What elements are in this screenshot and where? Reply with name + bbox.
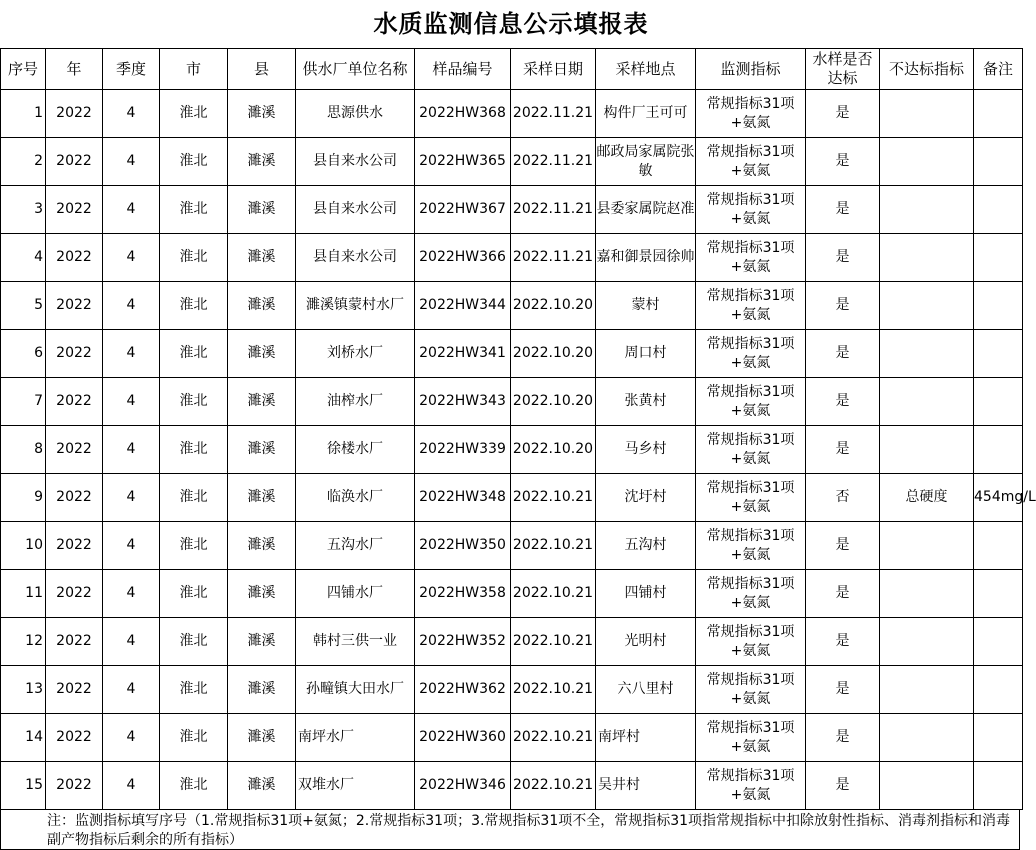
cell-date: 2022.10.21: [511, 618, 596, 666]
cell-city: 淮北: [160, 330, 228, 378]
header-date: 采样日期: [511, 49, 596, 90]
cell-city: 淮北: [160, 762, 228, 810]
header-county: 县: [228, 49, 296, 90]
cell-year: 2022: [46, 474, 103, 522]
cell-location: 六八里村: [596, 666, 696, 714]
cell-county: 濉溪: [228, 90, 296, 138]
cell-county: 濉溪: [228, 330, 296, 378]
cell-indicator: 常规指标31项+氨氮: [696, 90, 806, 138]
header-row: [1, 49, 1023, 90]
cell-compliant: 是: [806, 762, 880, 810]
cell-indicator: 常规指标31项+氨氮: [696, 378, 806, 426]
table-row: [1, 234, 1023, 282]
cell-quarter: 4: [103, 282, 160, 330]
cell-compliant: 是: [806, 138, 880, 186]
cell-seq: 8: [1, 426, 46, 474]
cell-indicator: 常规指标31项+氨氮: [696, 522, 806, 570]
cell-county: 濉溪: [228, 234, 296, 282]
cell-compliant: 是: [806, 570, 880, 618]
cell-failed: [880, 618, 974, 666]
cell-seq: 7: [1, 378, 46, 426]
cell-seq: 6: [1, 330, 46, 378]
cell-quarter: 4: [103, 474, 160, 522]
cell-year: 2022: [46, 378, 103, 426]
cell-sample-no: 2022HW360: [415, 714, 511, 762]
cell-seq: 3: [1, 186, 46, 234]
table-row: [1, 90, 1023, 138]
cell-location: 南坪村: [596, 714, 696, 762]
cell-sample-no: 2022HW362: [415, 666, 511, 714]
cell-year: 2022: [46, 762, 103, 810]
cell-seq: 12: [1, 618, 46, 666]
cell-sample-no: 2022HW352: [415, 618, 511, 666]
cell-location: 嘉和御景园徐帅: [596, 234, 696, 282]
cell-county: 濉溪: [228, 522, 296, 570]
table-row: [1, 330, 1023, 378]
cell-failed: [880, 234, 974, 282]
cell-county: 濉溪: [228, 618, 296, 666]
cell-quarter: 4: [103, 618, 160, 666]
cell-quarter: 4: [103, 378, 160, 426]
cell-indicator: 常规指标31项+氨氮: [696, 666, 806, 714]
cell-city: 淮北: [160, 138, 228, 186]
header-city: 市: [160, 49, 228, 90]
cell-failed: [880, 714, 974, 762]
cell-supplier: 双堆水厂: [296, 762, 415, 810]
cell-city: 淮北: [160, 90, 228, 138]
table-row: [1, 666, 1023, 714]
header-compliant: 水样是否达标: [806, 49, 880, 90]
cell-remark: [974, 378, 1023, 426]
cell-county: 濉溪: [228, 426, 296, 474]
cell-sample-no: 2022HW348: [415, 474, 511, 522]
cell-compliant: 是: [806, 378, 880, 426]
cell-date: 2022.10.21: [511, 570, 596, 618]
table-row: [1, 378, 1023, 426]
cell-sample-no: 2022HW341: [415, 330, 511, 378]
header-location: 采样地点: [596, 49, 696, 90]
cell-seq: 2: [1, 138, 46, 186]
cell-location: 构件厂王可可: [596, 90, 696, 138]
cell-city: 淮北: [160, 618, 228, 666]
cell-date: 2022.10.21: [511, 666, 596, 714]
cell-remark: [974, 570, 1023, 618]
cell-compliant: 是: [806, 426, 880, 474]
cell-seq: 1: [1, 90, 46, 138]
cell-year: 2022: [46, 282, 103, 330]
table-row: [1, 618, 1023, 666]
cell-county: 濉溪: [228, 714, 296, 762]
cell-sample-no: 2022HW343: [415, 378, 511, 426]
cell-year: 2022: [46, 186, 103, 234]
cell-county: 濉溪: [228, 474, 296, 522]
cell-date: 2022.11.21: [511, 234, 596, 282]
cell-failed: [880, 186, 974, 234]
cell-date: 2022.10.21: [511, 522, 596, 570]
cell-compliant: 是: [806, 330, 880, 378]
cell-supplier: 孙疃镇大田水厂: [296, 666, 415, 714]
cell-failed: [880, 426, 974, 474]
cell-county: 濉溪: [228, 666, 296, 714]
cell-date: 2022.11.21: [511, 138, 596, 186]
cell-county: 濉溪: [228, 282, 296, 330]
cell-sample-no: 2022HW366: [415, 234, 511, 282]
cell-remark: [974, 522, 1023, 570]
cell-sample-no: 2022HW346: [415, 762, 511, 810]
cell-date: 2022.10.21: [511, 474, 596, 522]
cell-failed: [880, 282, 974, 330]
table-row: [1, 522, 1023, 570]
cell-seq: 13: [1, 666, 46, 714]
cell-supplier: 韩村三供一业: [296, 618, 415, 666]
cell-quarter: 4: [103, 666, 160, 714]
cell-sample-no: 2022HW368: [415, 90, 511, 138]
cell-county: 濉溪: [228, 378, 296, 426]
cell-failed: [880, 570, 974, 618]
cell-indicator: 常规指标31项+氨氮: [696, 762, 806, 810]
cell-location: 县委家属院赵准: [596, 186, 696, 234]
cell-year: 2022: [46, 570, 103, 618]
cell-supplier: 县自来水公司: [296, 138, 415, 186]
cell-date: 2022.10.21: [511, 714, 596, 762]
header-quarter: 季度: [103, 49, 160, 90]
cell-compliant: 是: [806, 714, 880, 762]
cell-location: 吴井村: [596, 762, 696, 810]
cell-compliant: 是: [806, 186, 880, 234]
table-row: [1, 714, 1023, 762]
cell-location: 马乡村: [596, 426, 696, 474]
cell-location: 蒙村: [596, 282, 696, 330]
cell-city: 淮北: [160, 282, 228, 330]
cell-year: 2022: [46, 522, 103, 570]
cell-city: 淮北: [160, 570, 228, 618]
cell-remark: [974, 426, 1023, 474]
header-year: 年: [46, 49, 103, 90]
cell-county: 濉溪: [228, 186, 296, 234]
cell-remark: [974, 618, 1023, 666]
header-supplier: 供水厂单位名称: [296, 49, 415, 90]
cell-location: 周口村: [596, 330, 696, 378]
table-row: [1, 426, 1023, 474]
cell-failed: [880, 90, 974, 138]
cell-supplier: 油榨水厂: [296, 378, 415, 426]
footnote: 注：监测指标填写序号（1.常规指标31项+氨氮；2.常规指标31项；3.常规指标31项不全，常规指标31项指常规指标中扣除放射性指标、消毒剂指标和消毒副产物指标后剩余的所有指标）: [0, 810, 1020, 850]
header-seq: 序号: [1, 49, 46, 90]
cell-year: 2022: [46, 138, 103, 186]
cell-quarter: 4: [103, 138, 160, 186]
cell-indicator: 常规指标31项+氨氮: [696, 138, 806, 186]
cell-seq: 15: [1, 762, 46, 810]
cell-quarter: 4: [103, 234, 160, 282]
cell-city: 淮北: [160, 666, 228, 714]
cell-date: 2022.10.20: [511, 330, 596, 378]
cell-sample-no: 2022HW365: [415, 138, 511, 186]
cell-sample-no: 2022HW350: [415, 522, 511, 570]
cell-compliant: 是: [806, 666, 880, 714]
cell-compliant: 是: [806, 522, 880, 570]
cell-quarter: 4: [103, 90, 160, 138]
cell-year: 2022: [46, 666, 103, 714]
cell-year: 2022: [46, 714, 103, 762]
cell-failed: 总硬度: [880, 474, 974, 522]
cell-quarter: 4: [103, 762, 160, 810]
cell-compliant: 是: [806, 618, 880, 666]
cell-date: 2022.10.20: [511, 282, 596, 330]
cell-date: 2022.11.21: [511, 90, 596, 138]
cell-supplier: 濉溪镇蒙村水厂: [296, 282, 415, 330]
cell-supplier: 县自来水公司: [296, 234, 415, 282]
cell-quarter: 4: [103, 714, 160, 762]
cell-seq: 11: [1, 570, 46, 618]
header-remark: 备注: [974, 49, 1023, 90]
cell-county: 濉溪: [228, 138, 296, 186]
cell-city: 淮北: [160, 186, 228, 234]
cell-date: 2022.10.20: [511, 426, 596, 474]
cell-county: 濉溪: [228, 762, 296, 810]
cell-year: 2022: [46, 426, 103, 474]
cell-supplier: 县自来水公司: [296, 186, 415, 234]
cell-supplier: 刘桥水厂: [296, 330, 415, 378]
cell-remark: [974, 666, 1023, 714]
cell-seq: 9: [1, 474, 46, 522]
cell-indicator: 常规指标31项+氨氮: [696, 714, 806, 762]
table-row: [1, 282, 1023, 330]
cell-supplier: 徐楼水厂: [296, 426, 415, 474]
cell-date: 2022.11.21: [511, 186, 596, 234]
cell-compliant: 是: [806, 90, 880, 138]
cell-indicator: 常规指标31项+氨氮: [696, 282, 806, 330]
cell-location: 沈圩村: [596, 474, 696, 522]
cell-location: 张黄村: [596, 378, 696, 426]
cell-indicator: 常规指标31项+氨氮: [696, 474, 806, 522]
cell-supplier: 思源供水: [296, 90, 415, 138]
cell-city: 淮北: [160, 714, 228, 762]
cell-remark: [974, 282, 1023, 330]
cell-supplier: 临涣水厂: [296, 474, 415, 522]
cell-year: 2022: [46, 234, 103, 282]
cell-city: 淮北: [160, 378, 228, 426]
cell-year: 2022: [46, 618, 103, 666]
cell-seq: 10: [1, 522, 46, 570]
cell-year: 2022: [46, 90, 103, 138]
cell-location: 五沟村: [596, 522, 696, 570]
cell-remark: [974, 714, 1023, 762]
cell-indicator: 常规指标31项+氨氮: [696, 618, 806, 666]
cell-remark: [974, 186, 1023, 234]
cell-seq: 4: [1, 234, 46, 282]
cell-sample-no: 2022HW367: [415, 186, 511, 234]
cell-supplier: 四铺水厂: [296, 570, 415, 618]
cell-city: 淮北: [160, 522, 228, 570]
water-quality-table: [0, 48, 1036, 810]
cell-failed: [880, 378, 974, 426]
cell-location: 邮政局家属院张敏: [596, 138, 696, 186]
cell-indicator: 常规指标31项+氨氮: [696, 234, 806, 282]
cell-remark: [974, 762, 1023, 810]
table-row: [1, 474, 1023, 522]
cell-compliant: 是: [806, 282, 880, 330]
cell-indicator: 常规指标31项+氨氮: [696, 426, 806, 474]
cell-failed: [880, 666, 974, 714]
cell-failed: [880, 138, 974, 186]
cell-failed: [880, 522, 974, 570]
cell-city: 淮北: [160, 474, 228, 522]
cell-county: 濉溪: [228, 570, 296, 618]
table-row: [1, 762, 1023, 810]
cell-quarter: 4: [103, 426, 160, 474]
cell-remark: [974, 330, 1023, 378]
cell-quarter: 4: [103, 570, 160, 618]
cell-city: 淮北: [160, 234, 228, 282]
cell-failed: [880, 330, 974, 378]
cell-year: 2022: [46, 330, 103, 378]
cell-location: 光明村: [596, 618, 696, 666]
cell-indicator: 常规指标31项+氨氮: [696, 330, 806, 378]
cell-indicator: 常规指标31项+氨氮: [696, 186, 806, 234]
cell-seq: 5: [1, 282, 46, 330]
cell-date: 2022.10.21: [511, 762, 596, 810]
cell-quarter: 4: [103, 186, 160, 234]
cell-quarter: 4: [103, 522, 160, 570]
cell-supplier: 南坪水厂: [296, 714, 415, 762]
header-sample-no: 样品编号: [415, 49, 511, 90]
table-row: [1, 570, 1023, 618]
cell-quarter: 4: [103, 330, 160, 378]
cell-supplier: 五沟水厂: [296, 522, 415, 570]
cell-indicator: 常规指标31项+氨氮: [696, 570, 806, 618]
cell-remark: 454mg/L: [974, 474, 1023, 522]
header-indicator: 监测指标: [696, 49, 806, 90]
cell-sample-no: 2022HW339: [415, 426, 511, 474]
cell-compliant: 是: [806, 234, 880, 282]
cell-seq: 14: [1, 714, 46, 762]
cell-sample-no: 2022HW358: [415, 570, 511, 618]
table-body: [1, 90, 1036, 810]
cell-remark: [974, 90, 1023, 138]
cell-date: 2022.10.20: [511, 378, 596, 426]
cell-city: 淮北: [160, 426, 228, 474]
header-failed: 不达标指标: [880, 49, 974, 90]
sheet-title: 水质监测信息公示填报表: [373, 10, 649, 38]
table-row: [1, 138, 1023, 186]
table-row: [1, 186, 1023, 234]
cell-remark: [974, 138, 1023, 186]
cell-location: 四铺村: [596, 570, 696, 618]
cell-remark: [974, 234, 1023, 282]
cell-failed: [880, 762, 974, 810]
cell-compliant: 否: [806, 474, 880, 522]
cell-sample-no: 2022HW344: [415, 282, 511, 330]
